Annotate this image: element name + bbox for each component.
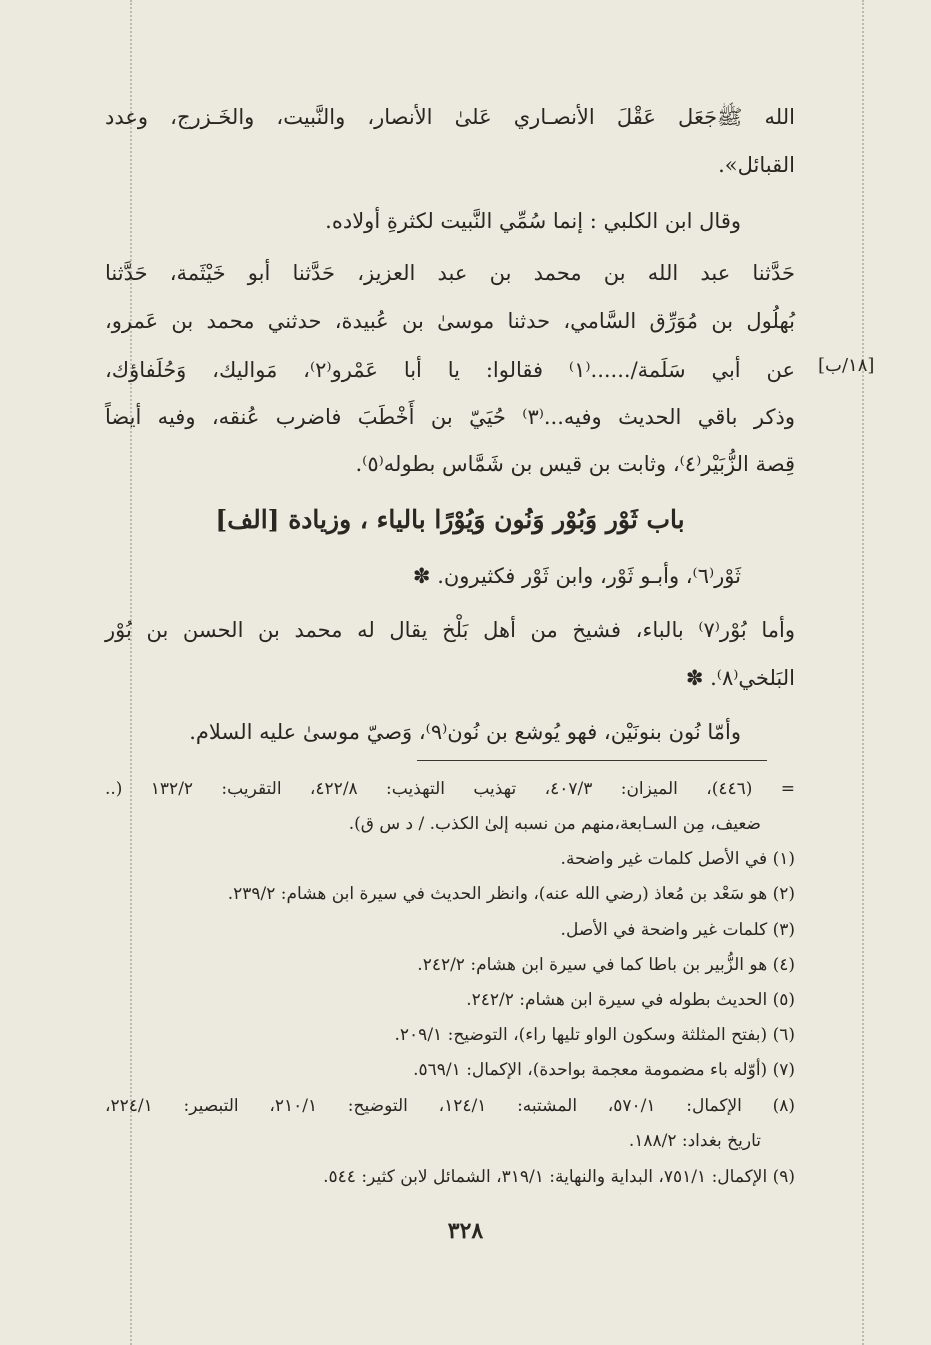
text-line: بُهلُول بن مُوَرِّق السَّامي، حدثنا موسىٰ بن عُبيدة، حدثني محمد بن عَمرو،	[105, 309, 795, 333]
footnote-line: = (٤٤٦)، الميزان: ٤٠٧/٣، تهذيب التهذيب: ٤٢٢/٨، التقريب: ١٣٢/٢ (..	[105, 779, 795, 799]
footnote-divider	[417, 760, 767, 761]
text-line: وذكر باقي الحديث وفيه...⁽٣⁾ حُيَيّ بن أَخْطَبَ فاضرب عُنقه، وفيه أيضاً	[105, 405, 795, 429]
text-line: الله ﷺجَعَل عَقْلَ الأنصـاري عَلىٰ الأنصار، والنَّبيت، والخَـزرج، وعدد	[105, 105, 795, 129]
footnote-line: (٢) هو سَعْد بن مُعاذ (رضي الله عنه)، وانظر الحديث في سيرة ابن هشام: ٢٣٩/٢.	[227, 884, 795, 904]
footnote-line: ضعيف، مِن السـابعة،منهم من نسبه إلىٰ الكذب. / د س ق).	[348, 814, 761, 834]
text-line: ثَوْر⁽٦⁾، وأبـو ثَوْر، وابن ثَوْر فكثيرون. ✽	[412, 564, 741, 588]
folio-marker: [١٨/ب]	[818, 355, 875, 376]
footnote-line: تاريخ بغداد: ١٨٨/٢.	[628, 1131, 761, 1151]
page-shadow-dots	[862, 0, 864, 1345]
text-line: البَلخي⁽٨⁾. ✽	[685, 666, 795, 690]
footnote-line: (١) في الأصل كلمات غير واضحة.	[560, 849, 795, 869]
text-line: قِصة الزُّبَيْر⁽٤⁾، وثابت بن قيس بن شَمَّاس بطوله⁽٥⁾.	[355, 452, 795, 476]
footnote-line: (٣) كلمات غير واضحة في الأصل.	[560, 920, 795, 940]
text-line: القبائل».	[718, 153, 795, 177]
text-line: عن أبي سَلَمة/......⁽١⁾ فقالوا: يا أبا عَمْرو⁽٢⁾، مَواليك، وَحُلَفاؤك،	[105, 358, 795, 382]
text-line: وقال ابن الكلبي : إنما سُمِّي النَّبيت لكثرةِ أولاده.	[325, 209, 741, 233]
footnote-line: (٧) (أوّله باء مضمومة معجمة بواحدة)، الإكمال: ٥٦٩/١.	[413, 1060, 795, 1080]
text-line: وأما بُوْر⁽٧⁾ بالباء، فشيخ من أهل بَلْخ يقال له محمد بن الحسن بن بُوْر	[105, 618, 796, 642]
footnote-line: (٦) (بفتح المثلثة وسكون الواو تليها راء)، التوضيح: ٢٠٩/١.	[394, 1025, 795, 1045]
footnote-line: (٤) هو الزُّبير بن باطا كما في سيرة ابن هشام: ٢٤٢/٢.	[417, 955, 795, 975]
text-line: حَدَّثنا عبد الله بن محمد بن عبد العزيز، حَدَّثنا أبو خَيْثَمة، حَدَّثنا	[105, 261, 795, 285]
section-heading: باب ثَوْر وَبُوْر وَنُون وَيُوْرًا بالياء ، وزيادة [الف]	[215, 505, 685, 534]
footnote-line: (٩) الإكمال: ٧٥١/١، البداية والنهاية: ٣١٩/١، الشمائل لابن كثير: ٥٤٤.	[323, 1167, 795, 1187]
text-line: وأمّا نُون بنونَيْن، فهو يُوشع بن نُون⁽٩⁾، وَصيّ موسىٰ عليه السلام.	[189, 720, 741, 744]
footnote-line: (٥) الحديث بطوله في سيرة ابن هشام: ٢٤٢/٢.	[466, 990, 795, 1010]
page-number: ٣٢٨	[447, 1218, 484, 1244]
footnote-line: (٨) الإكمال: ٥٧٠/١، المشتبه: ١٢٤/١، التوضيح: ٢١٠/١، التبصير: ٢٢٤/١،	[105, 1096, 795, 1116]
